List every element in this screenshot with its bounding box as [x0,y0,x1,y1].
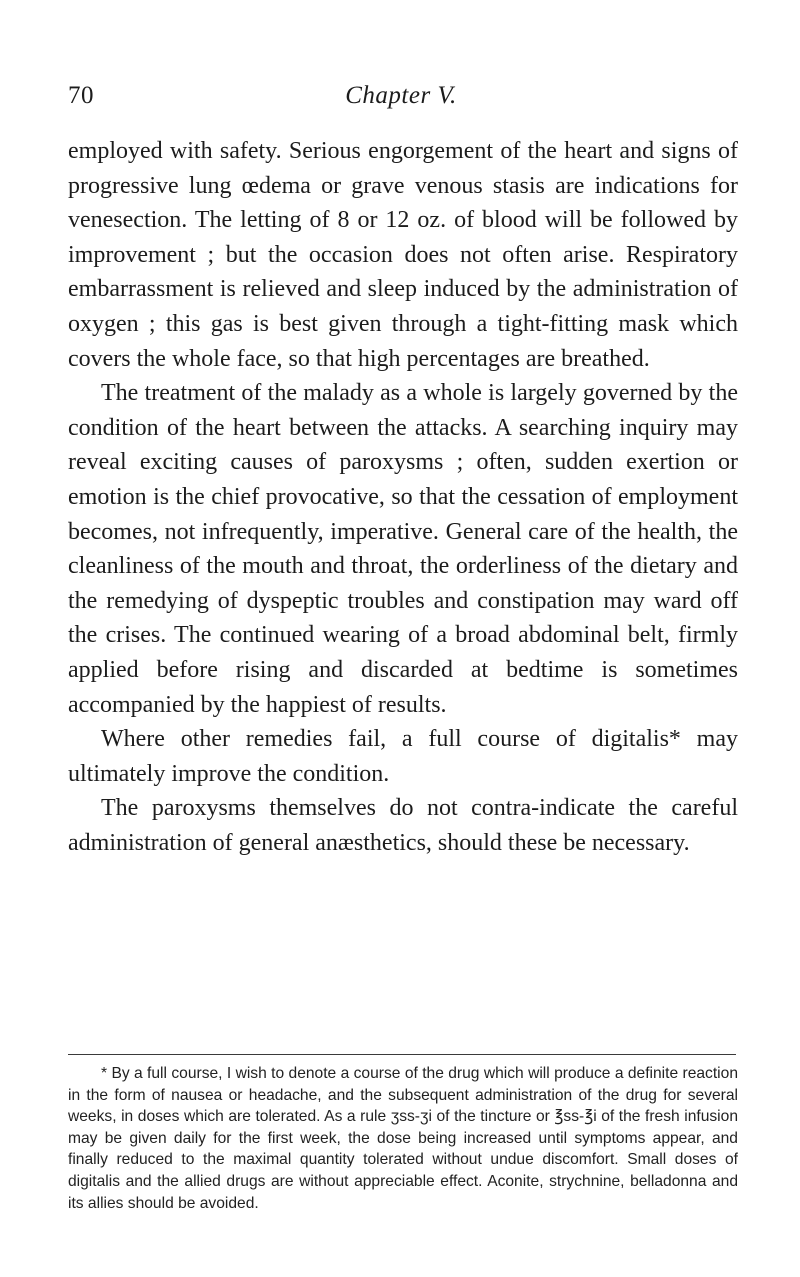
paragraph-1: employed with safety. Serious engorgement of the heart and signs of progressive lung œdema or grave venous stasis are indications for venesection. The letting of 8 or 12 oz. of blood will be followed by improvement ; but the occasion does not often arise. Respiratory embarrassment is relieved and sleep induced by the administration of oxygen ; this gas is best given through a tight-fitting mask which covers the whole face, so that high percentages are breathed. [68,138,738,372]
page-header [68,82,734,118]
paragraph-4: The paroxysms themselves do not contra-indicate the careful administration of general anæsthetics, should these be necessary. [68,795,738,856]
paragraph-2: The treatment of the malady as a whole is largely governed by the condition of the heart between the attacks. A searching inquiry may reveal exciting causes of paroxysms ; often, sudden exertion or emotion is the chief provocative, so that the cessation of employment becomes, not infrequently, imperative. General care of the health, the cleanliness of the mouth and throat, the orderliness of the dietary and the remedying of dyspeptic troubles and constipation may ward off the crises. The continued wearing of a broad abdominal belt, firmly applied before rising and discarded at bedtime is sometimes accompanied by the happiest of results. [68,380,738,718]
running-head: Chapter V. [345,82,457,109]
paragraph-3: Where other remedies fail, a full course of digitalis* may ultimately improve the condition. [68,726,738,787]
footnote: * By a full course, I wish to denote a course of the drug which will produce a definite reaction in the form of nausea or headache, and the subsequent administration of the drug for several weeks, in doses which are tolerated. As a rule ʒss-ʒi of the tincture or ℥ss-℥i of the fresh infusion may be given daily for the first week, the dose being increased until symptoms appear, and finally reduced to the maximal quantity tolerated without undue discomfort. Small doses of digitalis and the allied drugs are without appreciable effect. Aconite, strychnine, belladonna and its allies should be avoided. [68,1065,738,1212]
footnote-divider [68,1054,736,1055]
page-number: 70 [68,82,94,109]
body-text [68,134,738,860]
